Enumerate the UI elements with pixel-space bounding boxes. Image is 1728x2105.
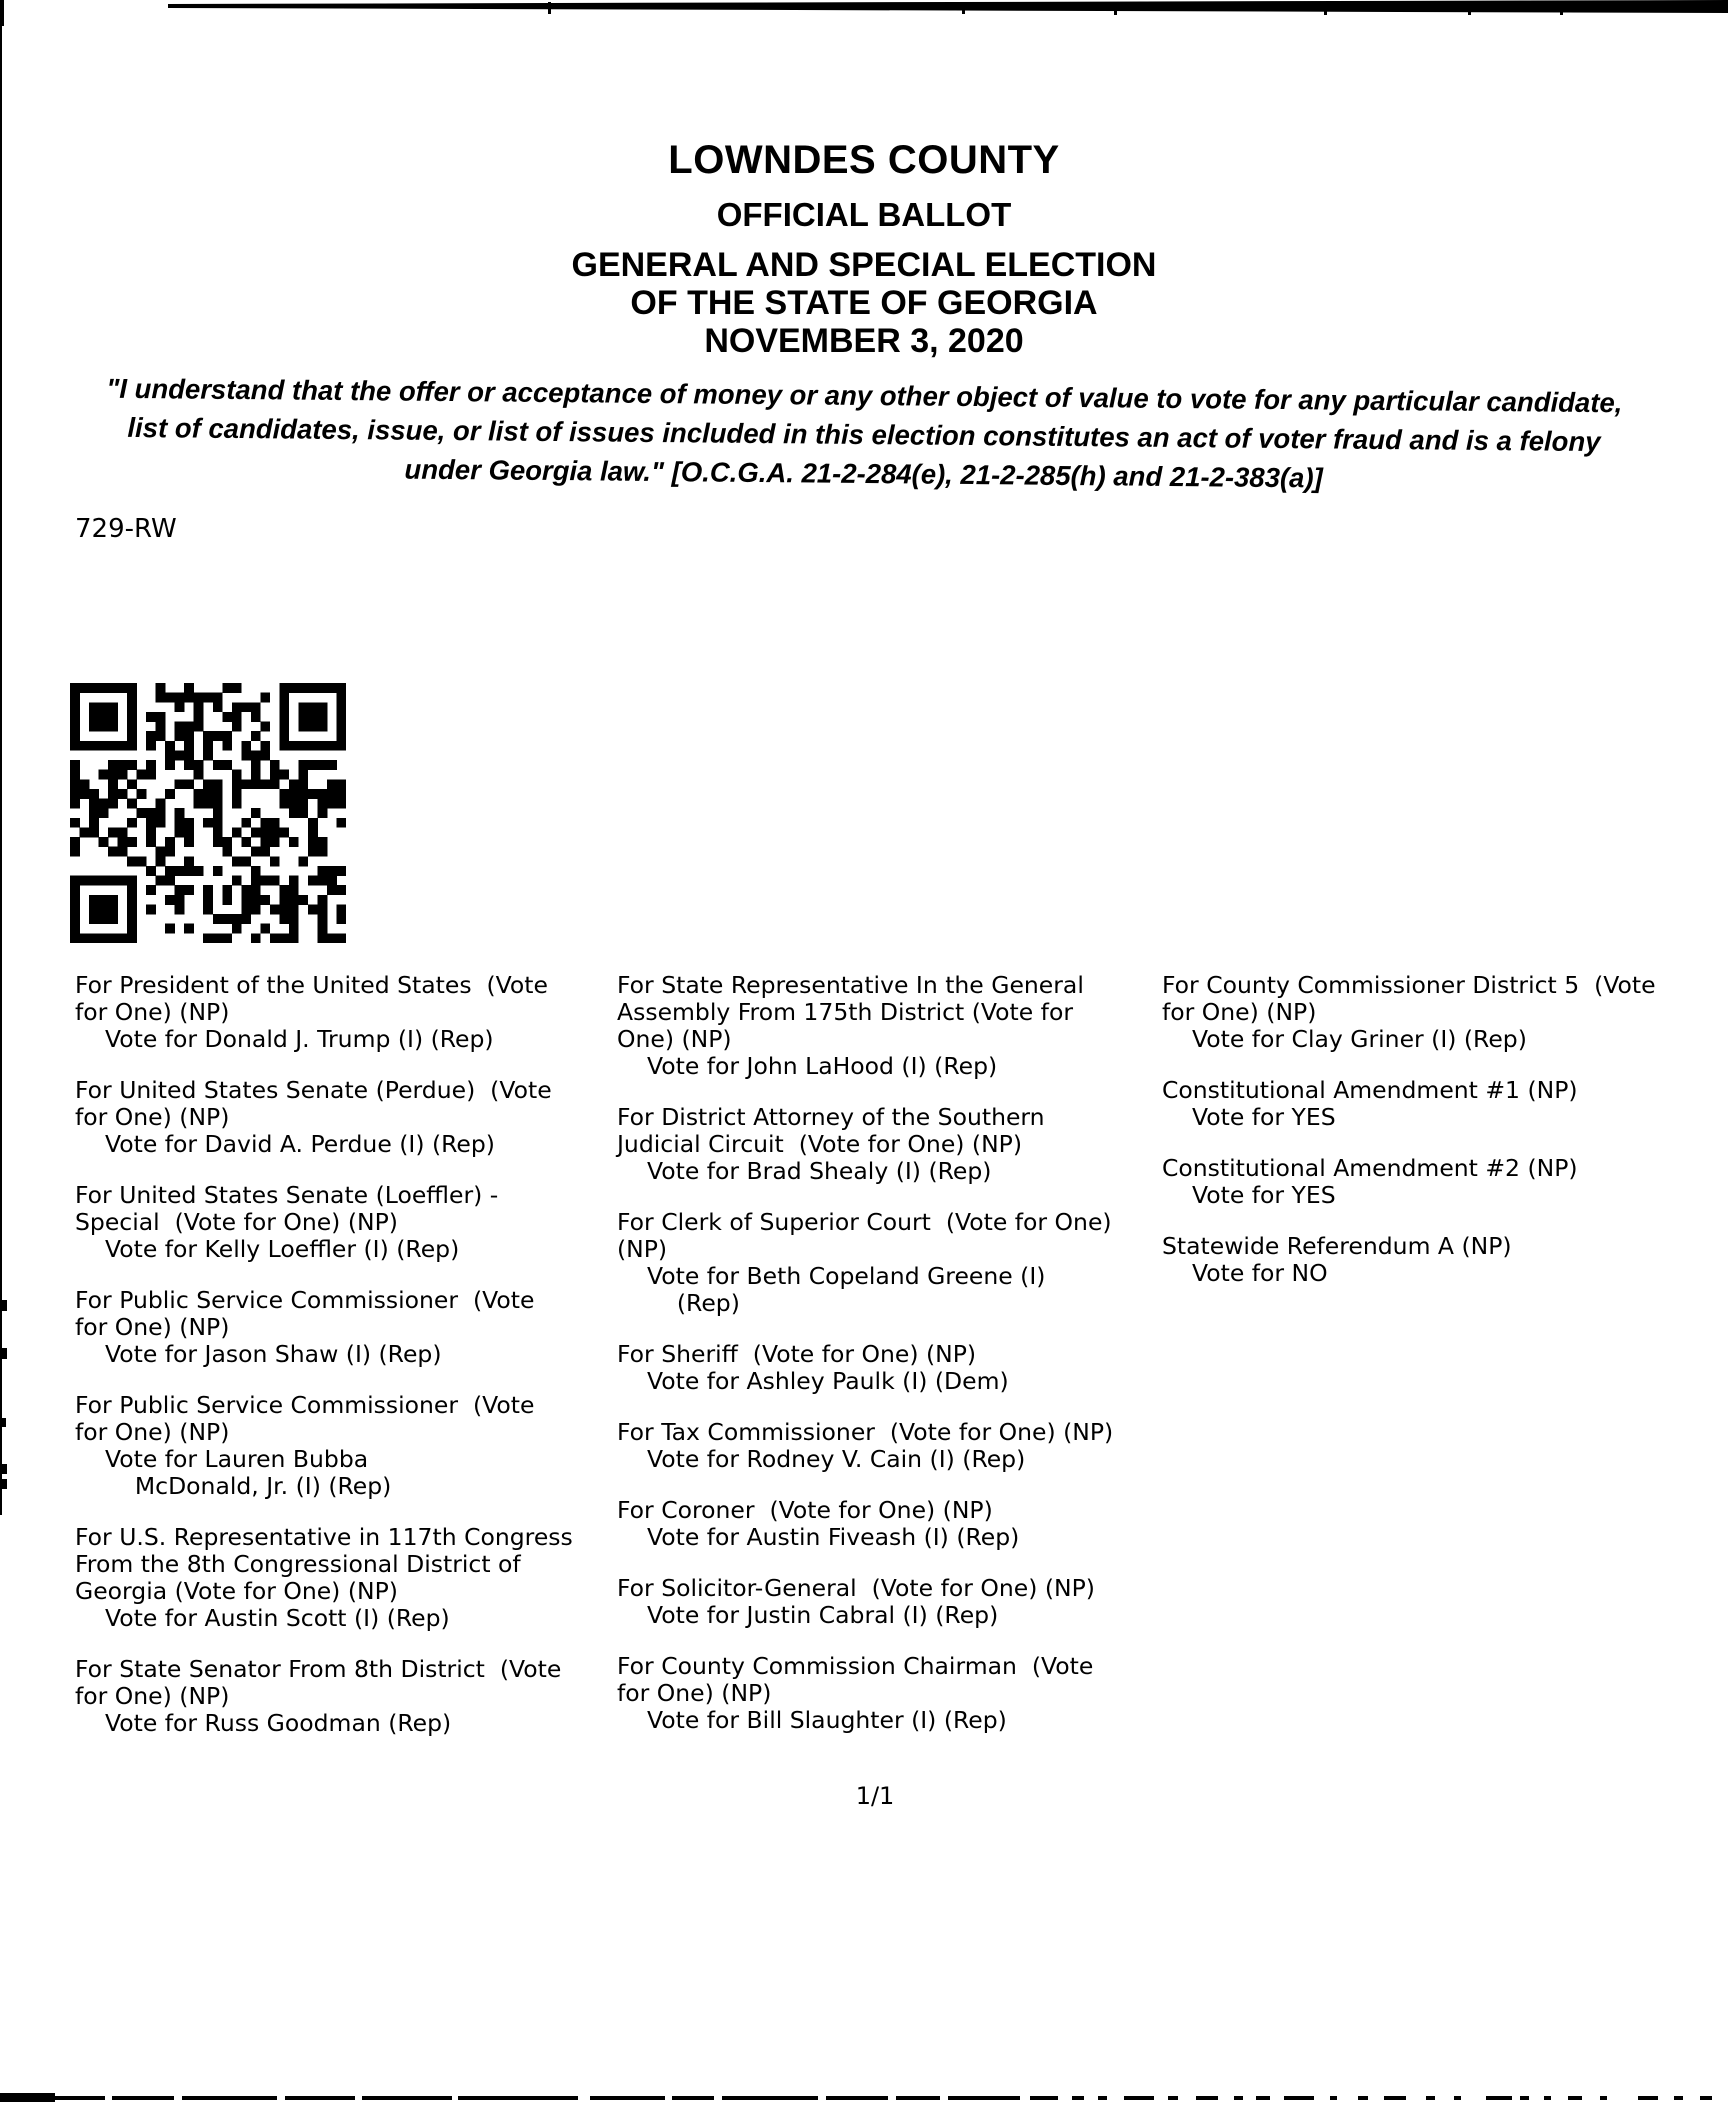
contest-entry <box>1162 1077 1728 1131</box>
scan-artifact-top-edge <box>168 0 1728 16</box>
scan-artifact-mark <box>1520 2096 1529 2100</box>
scan-artifact-mark <box>1600 2096 1607 2100</box>
contest-vote-selection: Vote for Ashley Paulk (I) (Dem) <box>647 1367 1009 1395</box>
contest-entry <box>75 1182 617 1263</box>
scan-artifact-mark <box>962 4 965 14</box>
scan-artifact-mark <box>0 1300 7 1311</box>
contest-entry <box>1162 1155 1728 1209</box>
scan-artifact-mark <box>1700 2096 1712 2100</box>
contest-office-title: For Public Service Commissioner (Vote for One) (NP) <box>75 1286 535 1341</box>
scan-artifact-mark <box>590 2096 665 2100</box>
scan-artifact-mark <box>948 2096 1020 2100</box>
scan-artifact-mark <box>0 1348 7 1359</box>
scan-artifact-mark <box>1638 2096 1658 2100</box>
contest-office-title: Statewide Referendum A (NP) <box>1162 1232 1512 1260</box>
contest-vote-selection: Vote for Austin Scott (I) (Rep) <box>105 1604 450 1632</box>
contest-office-title: For State Representative In the General Assembly From 175th District (Vote for One) (NP) <box>617 971 1084 1053</box>
contest-entry <box>617 1653 1159 1734</box>
contest-vote-selection: Vote for Justin Cabral (I) (Rep) <box>647 1601 999 1629</box>
scan-artifact-mark <box>1196 2096 1218 2100</box>
contest-vote-selection: Vote for Beth Copeland Greene (I) (Rep) <box>647 1262 1046 1317</box>
contest-office-title: For Public Service Commissioner (Vote for One) (NP) <box>75 1391 535 1446</box>
scan-artifact-mark <box>1454 2096 1461 2100</box>
contest-vote-selection: Vote for David A. Perdue (I) (Rep) <box>105 1130 495 1158</box>
scan-artifact-mark <box>722 2096 818 2100</box>
contest-office-title: For District Attorney of the Southern Judicial Circuit (Vote for One) (NP) <box>617 1103 1045 1158</box>
contest-office-title: For President of the United States (Vote for One) (NP) <box>75 971 548 1026</box>
contest-entry <box>75 1077 617 1158</box>
scan-artifact-mark <box>1284 2096 1314 2100</box>
ballot-qr-code-icon <box>70 683 346 943</box>
scan-artifact-mark <box>1072 2096 1084 2100</box>
contest-vote-selection: Vote for YES <box>1192 1181 1336 1209</box>
scan-artifact-mark <box>672 2096 714 2100</box>
scan-artifact-mark <box>0 1464 7 1474</box>
scan-artifact-mark <box>0 1418 6 1427</box>
scan-artifact-mark <box>0 2096 105 2100</box>
scan-artifact-mark <box>1674 2096 1683 2100</box>
contest-entry <box>617 1575 1159 1629</box>
contest-vote-selection: Vote for Russ Goodman (Rep) <box>105 1709 452 1737</box>
contest-office-title: For Coroner (Vote for One) (NP) <box>617 1496 993 1524</box>
contest-vote-selection: Vote for Austin Fiveash (I) (Rep) <box>647 1523 1020 1551</box>
scan-artifact-mark <box>0 1479 7 1489</box>
ballot-type-title: OFFICIAL BALLOT <box>716 196 1012 233</box>
contest-entry <box>1162 1233 1728 1287</box>
page-indicator: 1/1 <box>855 1782 895 1810</box>
contest-vote-selection: Vote for Bill Slaughter (I) (Rep) <box>647 1706 1007 1734</box>
scan-artifact-mark <box>285 2096 355 2100</box>
contest-vote-selection: Vote for Donald J. Trump (I) (Rep) <box>105 1025 494 1053</box>
scan-artifact-mark <box>1568 2096 1582 2100</box>
contest-entry <box>617 1209 1159 1317</box>
ballot-style-code: 729-RW <box>75 514 177 544</box>
contest-entry <box>75 1287 617 1368</box>
scan-artifact-mark <box>1468 7 1471 15</box>
scan-artifact-mark <box>1330 2096 1337 2100</box>
scan-artifact-mark <box>1486 2096 1512 2100</box>
contest-vote-selection: Vote for Brad Shealy (I) (Rep) <box>647 1157 992 1185</box>
contest-entry <box>1162 972 1728 1053</box>
scan-artifact-mark <box>1124 2096 1154 2100</box>
contest-vote-selection: Vote for Lauren Bubba McDonald, Jr. (I) (Rep) <box>105 1445 392 1500</box>
scan-artifact-mark <box>1358 2096 1368 2100</box>
contest-office-title: For County Commissioner District 5 (Vote for One) (NP) <box>1162 971 1656 1026</box>
scan-artifact-mark <box>896 2096 940 2100</box>
contest-vote-selection: Vote for Rodney V. Cain (I) (Rep) <box>647 1445 1026 1473</box>
contest-office-title: Constitutional Amendment #2 (NP) <box>1162 1154 1578 1182</box>
contest-office-title: For Solicitor-General (Vote for One) (NP) <box>617 1574 1095 1602</box>
election-title: GENERAL AND SPECIAL ELECTION OF THE STATE OF GEORGIA NOVEMBER 3, 2020 <box>571 246 1157 360</box>
scan-artifact-mark <box>1384 2096 1406 2100</box>
contest-office-title: For United States Senate (Perdue) (Vote for One) (NP) <box>75 1076 552 1131</box>
contest-entry <box>617 1419 1159 1473</box>
ballot-column-2 <box>617 972 1159 1758</box>
contest-vote-selection: Vote for Clay Griner (I) (Rep) <box>1192 1025 1527 1053</box>
contest-entry <box>75 1392 617 1500</box>
contest-entry <box>75 1656 617 1737</box>
contest-entry <box>75 1524 617 1632</box>
contest-office-title: For Clerk of Superior Court (Vote for One) (NP) <box>617 1208 1112 1263</box>
voter-fraud-disclaimer: "I understand that the offer or acceptance of money or any other object of value to vote for any particular candidate, list of candidates, issue, or list of issues included in this election constitutes an act of voter fraud and is a felony under Georgia law." [O.C.G.A. 21-2-284(e), 21-2-285(h) and 21-2-383(a)] <box>106 372 1623 494</box>
scan-artifact-mark <box>1098 2096 1107 2100</box>
contest-vote-selection: Vote for NO <box>1192 1259 1328 1287</box>
scan-artifact-mark <box>1560 7 1563 15</box>
contest-office-title: For County Commission Chairman (Vote for One) (NP) <box>617 1652 1094 1707</box>
contest-office-title: For Tax Commissioner (Vote for One) (NP) <box>617 1418 1114 1446</box>
scan-artifact-mark <box>1324 6 1327 15</box>
contest-entry <box>617 972 1159 1080</box>
contest-office-title: Constitutional Amendment #1 (NP) <box>1162 1076 1578 1104</box>
scan-artifact-mark <box>1234 2096 1243 2100</box>
scan-artifact-mark <box>182 2096 277 2100</box>
contest-office-title: For U.S. Representative in 117th Congress From the 8th Congressional District of Georgia (Vote for One) (NP) <box>75 1523 573 1605</box>
scan-artifact-mark <box>1256 2096 1270 2100</box>
scan-artifact-mark <box>1544 2096 1551 2100</box>
contest-vote-selection: Vote for Kelly Loeffler (I) (Rep) <box>105 1235 460 1263</box>
scan-artifact-mark <box>1168 2096 1178 2100</box>
scan-artifact-mark <box>112 2096 174 2100</box>
scan-artifact-mark <box>1114 5 1117 15</box>
contest-vote-selection: Vote for YES <box>1192 1103 1336 1131</box>
contest-entry <box>617 1104 1159 1185</box>
scan-artifact-mark <box>1030 2096 1058 2100</box>
contest-entry <box>617 1341 1159 1395</box>
scan-artifact-mark <box>1426 2096 1435 2100</box>
contest-vote-selection: Vote for John LaHood (I) (Rep) <box>647 1052 998 1080</box>
contest-entry <box>617 1497 1159 1551</box>
scan-artifact-mark <box>458 2096 578 2100</box>
scan-artifact-mark <box>826 2096 888 2100</box>
contest-entry <box>75 972 617 1053</box>
scan-artifact-mark <box>548 2 551 14</box>
county-title: LOWNDES COUNTY <box>668 138 1060 182</box>
ballot-column-1 <box>75 972 617 1761</box>
contest-office-title: For United States Senate (Loeffler) - Special (Vote for One) (NP) <box>75 1181 499 1236</box>
scan-artifact-mark <box>362 2096 452 2100</box>
contest-office-title: For Sheriff (Vote for One) (NP) <box>617 1340 977 1368</box>
ballot-column-3 <box>1162 972 1728 1311</box>
contest-vote-selection: Vote for Jason Shaw (I) (Rep) <box>105 1340 442 1368</box>
contest-office-title: For State Senator From 8th District (Vote for One) (NP) <box>75 1655 562 1710</box>
